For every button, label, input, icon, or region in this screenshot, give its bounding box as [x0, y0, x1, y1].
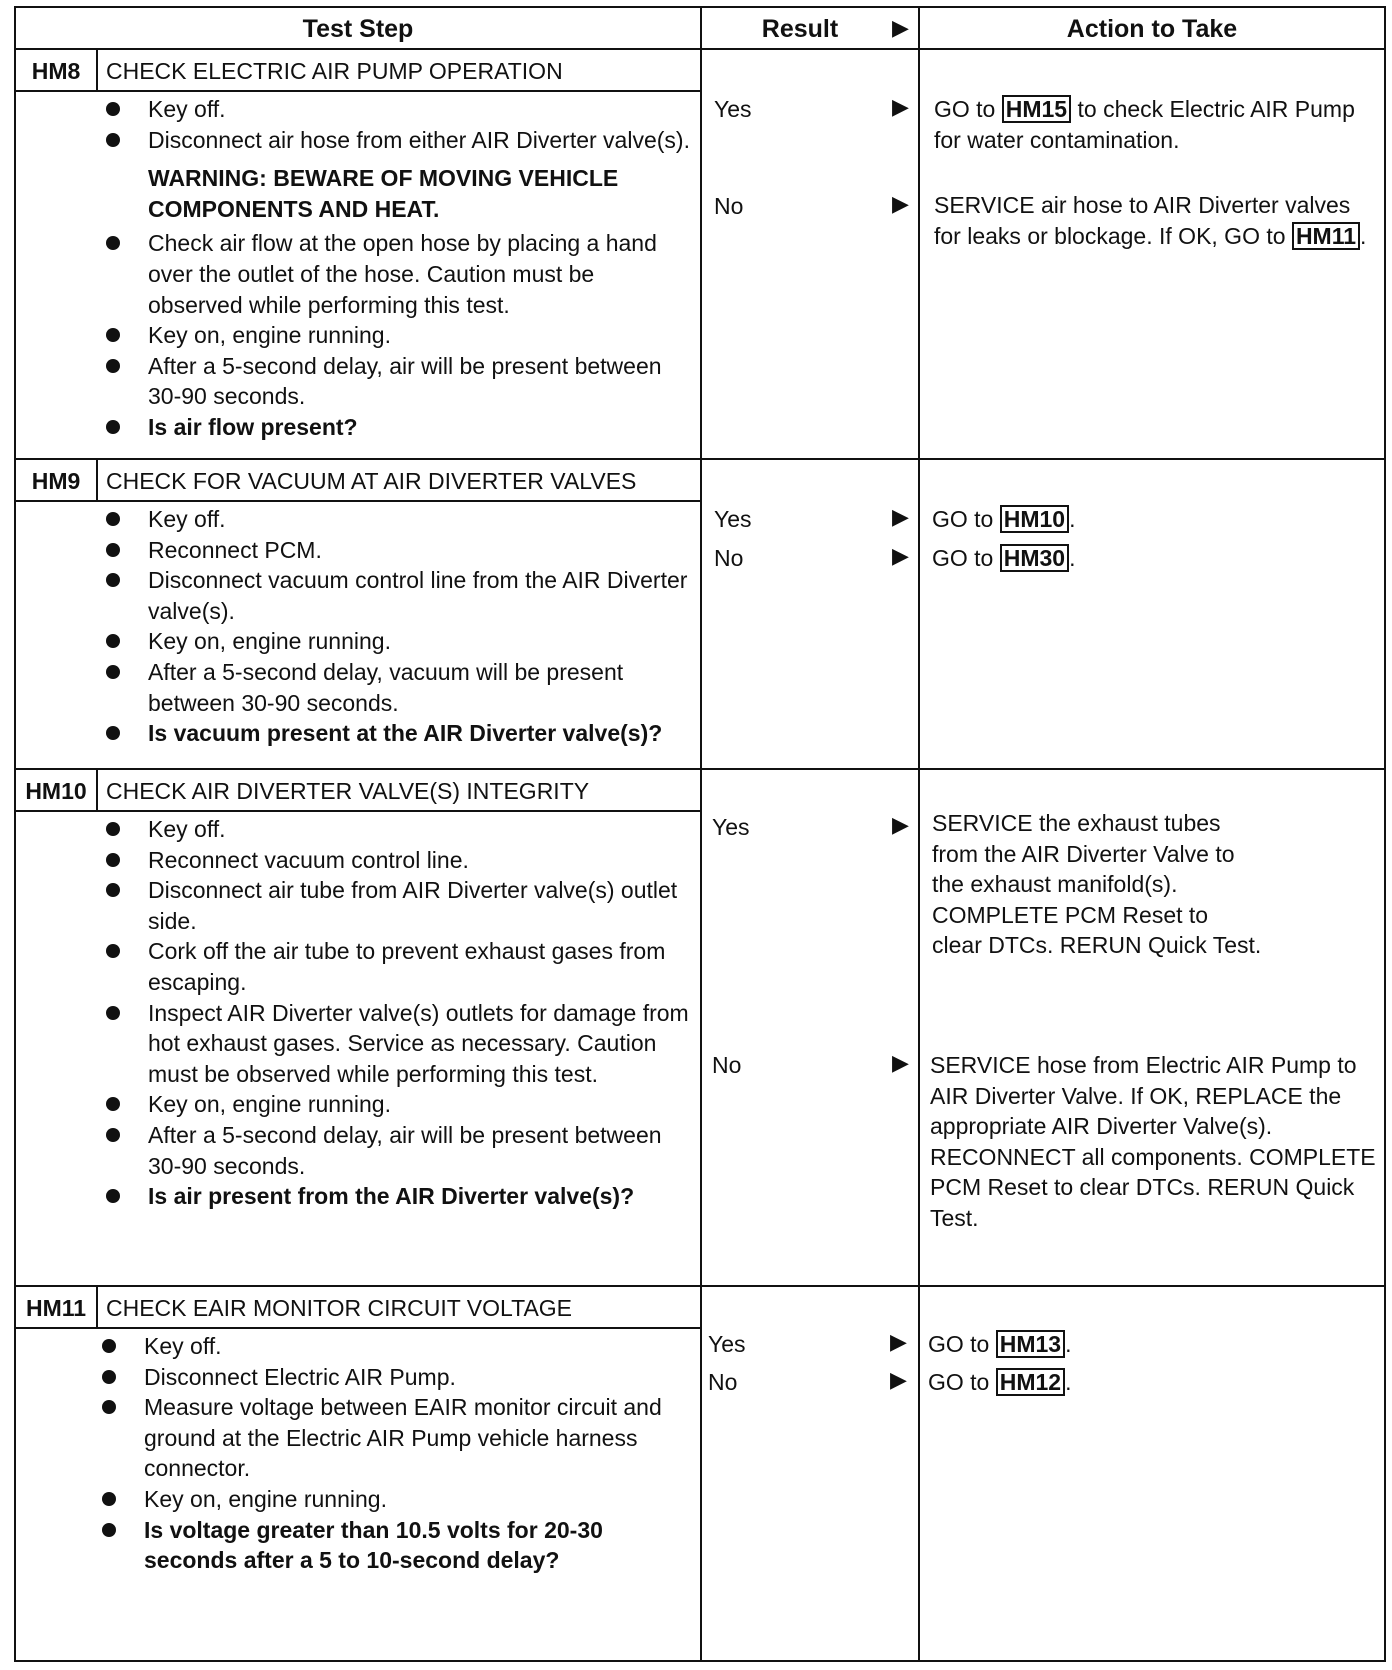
title-underline — [16, 500, 700, 502]
step-reference[interactable]: HM30 — [1000, 544, 1069, 572]
bullet-item: After a 5-second delay, air will be present between 30-90 seconds. — [100, 351, 690, 412]
arrow-icon: ▶ — [892, 543, 909, 568]
bullet-item: Key off. — [100, 504, 690, 535]
step-reference[interactable]: HM10 — [1000, 505, 1069, 533]
step-reference[interactable]: HM15 — [1002, 95, 1071, 123]
divider-id-title — [96, 50, 98, 92]
action-text: . — [1360, 222, 1367, 249]
result-no: No — [714, 545, 744, 571]
step-body — [100, 94, 690, 443]
step-reference[interactable]: HM12 — [996, 1368, 1065, 1396]
title-underline — [16, 90, 700, 92]
action-text: . — [1069, 506, 1076, 532]
bullet-item: Cork off the air tube to prevent exhaust gases from escaping. — [100, 936, 690, 997]
title-underline — [16, 810, 700, 812]
bullet-question: Is air present from the AIR Diverter valve(s)? — [100, 1181, 690, 1212]
action-text: GO to — [928, 1369, 996, 1395]
bullet-item: Key off. — [96, 1331, 690, 1362]
step-body — [100, 814, 690, 1212]
action-text: . — [1065, 1331, 1072, 1357]
title-underline — [16, 1327, 700, 1329]
arrow-icon: ▶ — [892, 94, 909, 119]
action-no — [932, 543, 1372, 574]
header-action: Action to Take — [1066, 15, 1238, 43]
step-title: CHECK FOR VACUUM AT AIR DIVERTER VALVES — [106, 468, 637, 494]
row-divider — [16, 1285, 1384, 1287]
action-text: GO to — [932, 545, 1000, 571]
step-title: CHECK EAIR MONITOR CIRCUIT VOLTAGE — [106, 1295, 573, 1321]
step-title: CHECK AIR DIVERTER VALVE(S) INTEGRITY — [106, 778, 590, 804]
step-body — [96, 1331, 690, 1576]
header-arrow-icon: ▶ — [892, 15, 909, 40]
bullet-item: Key on, engine running. — [100, 626, 690, 657]
diagnostic-table — [14, 6, 1386, 1662]
action-no: SERVICE hose from Electric AIR Pump to AIR Diverter Valve. If OK, REPLACE the appropriate AIR Diverter Valve(s). RECONNECT all components. COMPLETE PCM Reset to clear DTCs. RERUN Quick Test. — [930, 1052, 1376, 1231]
result-yes: Yes — [708, 1331, 746, 1357]
bullet-item: Disconnect air tube from AIR Diverter valve(s) outlet side. — [100, 875, 690, 936]
bullet-item: Inspect AIR Diverter valve(s) outlets for damage from hot exhaust gases. Service as necessary. Caution must be observed while performing this test. — [100, 998, 690, 1090]
step-title: CHECK ELECTRIC AIR PUMP OPERATION — [106, 58, 563, 84]
action-text: SERVICE air hose to AIR Diverter valves for leaks or blockage. If OK, GO to — [934, 192, 1351, 249]
bullet-item: Disconnect Electric AIR Pump. — [96, 1362, 690, 1393]
bullet-item: Key off. — [100, 814, 690, 845]
arrow-icon: ▶ — [892, 191, 909, 216]
result-yes: Yes — [712, 814, 750, 840]
header-test-step: Test Step — [302, 15, 414, 43]
action-text: GO to — [928, 1331, 996, 1357]
arrow-icon: ▶ — [890, 1329, 907, 1354]
step-reference[interactable]: HM13 — [996, 1330, 1065, 1358]
action-yes — [928, 1329, 1368, 1360]
action-yes: SERVICE the exhaust tubes from the AIR Diverter Valve to the exhaust manifold(s). COMPLETE PCM Reset to clear DTCs. RERUN Quick Test. — [932, 810, 1262, 959]
bullet-item: Key on, engine running. — [96, 1484, 690, 1515]
result-yes: Yes — [714, 506, 752, 532]
arrow-icon: ▶ — [892, 812, 909, 837]
result-yes: Yes — [714, 96, 752, 122]
action-yes — [932, 504, 1372, 535]
arrow-icon: ▶ — [890, 1367, 907, 1392]
divider-result-action — [918, 8, 920, 1660]
action-no — [928, 1367, 1368, 1398]
action-text: GO to — [934, 96, 1002, 122]
result-no: No — [712, 1052, 742, 1078]
bullet-item: After a 5-second delay, vacuum will be present between 30-90 seconds. — [100, 657, 690, 718]
result-no: No — [714, 193, 744, 219]
step-id: HM9 — [31, 468, 81, 494]
divider-id-title — [96, 1287, 98, 1329]
row-divider — [16, 768, 1384, 770]
bullet-item: Check air flow at the open hose by placing a hand over the outlet of the hose. Caution must be observed while performing this test. — [100, 228, 690, 320]
action-no — [934, 190, 1374, 251]
divider-id-title — [96, 770, 98, 812]
action-yes — [934, 94, 1374, 155]
bullet-item: Measure voltage between EAIR monitor circuit and ground at the Electric AIR Pump vehicle harness connector. — [96, 1392, 690, 1484]
row-divider — [16, 458, 1384, 460]
bullet-question: Is air flow present? — [100, 412, 690, 443]
bullet-item: Reconnect vacuum control line. — [100, 845, 690, 876]
step-body — [100, 504, 690, 749]
bullet-item: Disconnect vacuum control line from the AIR Diverter valve(s). — [100, 565, 690, 626]
header-result: Result — [761, 15, 839, 43]
action-text: GO to — [932, 506, 1000, 532]
bullet-item: After a 5-second delay, air will be present between 30-90 seconds. — [100, 1120, 690, 1181]
step-id: HM11 — [25, 1295, 87, 1321]
warning-text: WARNING: BEWARE OF MOVING VEHICLE COMPONENTS AND HEAT. — [148, 165, 619, 222]
bullet-item: Disconnect air hose from either AIR Diverter valve(s). — [100, 125, 690, 156]
step-id: HM8 — [31, 58, 81, 84]
bullet-question: Is vacuum present at the AIR Diverter valve(s)? — [100, 718, 690, 749]
action-text: . — [1069, 545, 1076, 571]
action-text: . — [1065, 1369, 1072, 1395]
action-text: to check Electric AIR Pump for water contamination. — [934, 96, 1355, 153]
result-no: No — [708, 1369, 738, 1395]
divider-id-title — [96, 460, 98, 502]
bullet-item: Key off. — [100, 94, 690, 125]
arrow-icon: ▶ — [892, 1050, 909, 1075]
bullet-item: Key on, engine running. — [100, 1089, 690, 1120]
bullet-item: Key on, engine running. — [100, 320, 690, 351]
step-reference[interactable]: HM11 — [1292, 222, 1360, 250]
divider-test-result — [700, 8, 702, 1660]
bullet-item: Reconnect PCM. — [100, 535, 690, 566]
bullet-question: Is voltage greater than 10.5 volts for 20-30 seconds after a 5 to 10-second delay? — [96, 1515, 690, 1576]
step-id: HM10 — [25, 778, 87, 804]
arrow-icon: ▶ — [892, 504, 909, 529]
